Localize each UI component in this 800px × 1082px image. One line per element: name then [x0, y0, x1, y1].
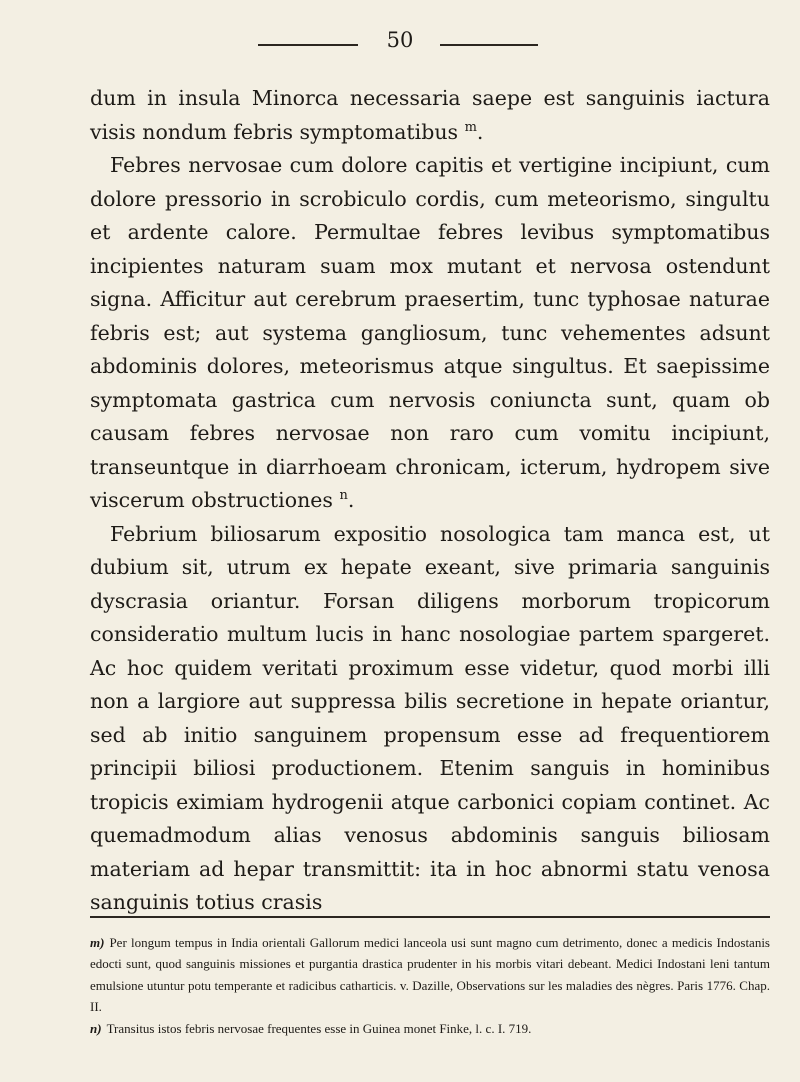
footnote-text: Per longum tempus in India orientali Gallorum medici lanceola usi sunt magno cum detrimento, donec a medicis Indostanis edocti sunt, quod sanguinis missiones et purgantia drastica prudenter in his morbis vitari debeant. Medici Indostani leni tantum emulsione utuntur potu temperante et radicibus catharticis. v. Dazille, Observations sur les maladies des nègres. Paris 1776. Chap. II.: [90, 935, 770, 1015]
paragraph-2: [90, 149, 770, 518]
paragraph-text: dum in insula Minorca necessaria saepe est sanguinis iactura visis nondum febris symptomatibus: [90, 86, 770, 144]
paragraph-text: Febres nervosae cum dolore capitis et vertigine incipiunt, cum dolore pressorio in scrobiculo cordis, cum meteorismo, singultu et ardente calore. Permultae febres levibus symptomatibus incipientes naturam suam mox mutant et nervosa ostendunt signa. Afficitur aut cerebrum praesertim, tunc typhosae naturae febris est; aut systema gangliosum, tunc vehementes adsunt abdominis dolores, meteorismus atque singultus. Et saepissime symptomata gastrica cum nervosis coniuncta sunt, quam ob causam febres nervosae non raro cum vomitu incipiunt, transeuntque in diarrhoeam chronicam, icterum, hydropem sive viscerum obstructiones: [90, 153, 770, 512]
footnote-ref-n: n: [339, 488, 348, 504]
footnote-divider: [90, 916, 770, 918]
footnote-mark: n): [90, 1020, 102, 1036]
footnote-n: [90, 1018, 770, 1039]
paragraph-3: [90, 518, 770, 920]
paragraph-1: [90, 82, 770, 149]
paragraph-text: Febrium biliosarum expositio nosologica tam manca est, ut dubium sit, utrum ex hepate exeant, sive primaria sanguinis dyscrasia oriantur. Forsan diligens morborum tropicorum consideratio multum lucis in hanc nosologiae partem spargeret. Ac hoc quidem veritati proximum esse videtur, quod morbi illi non a largiore aut suppressa bilis secretione in hepate oriantur, sed ab initio sanguinem propensum esse ad frequentiorem principii biliosi productionem. Etenim sanguis in hominibus tropicis eximiam hydrogenii atque carbonici copiam continet. Ac quemadmodum alias venosus abdominis sanguis biliosam materiam ad hepar transmittit: ita in hoc abnormi statu venosa sanguinis totius crasis: [90, 521, 770, 914]
footnote-ref-m: m: [464, 119, 477, 135]
header-rule-right: [440, 44, 538, 46]
main-text: [90, 82, 770, 920]
footnote-m: [90, 932, 770, 1018]
footnote-text: Transitus istos febris nervosae frequentes esse in Guinea monet Finke, l. c. I. 719.: [106, 1020, 532, 1036]
page-number: 50: [386, 28, 414, 52]
paragraph-end: .: [476, 119, 484, 144]
footnote-mark: m): [90, 935, 105, 950]
footnotes: [90, 932, 770, 1039]
paragraph-end: .: [347, 488, 355, 512]
